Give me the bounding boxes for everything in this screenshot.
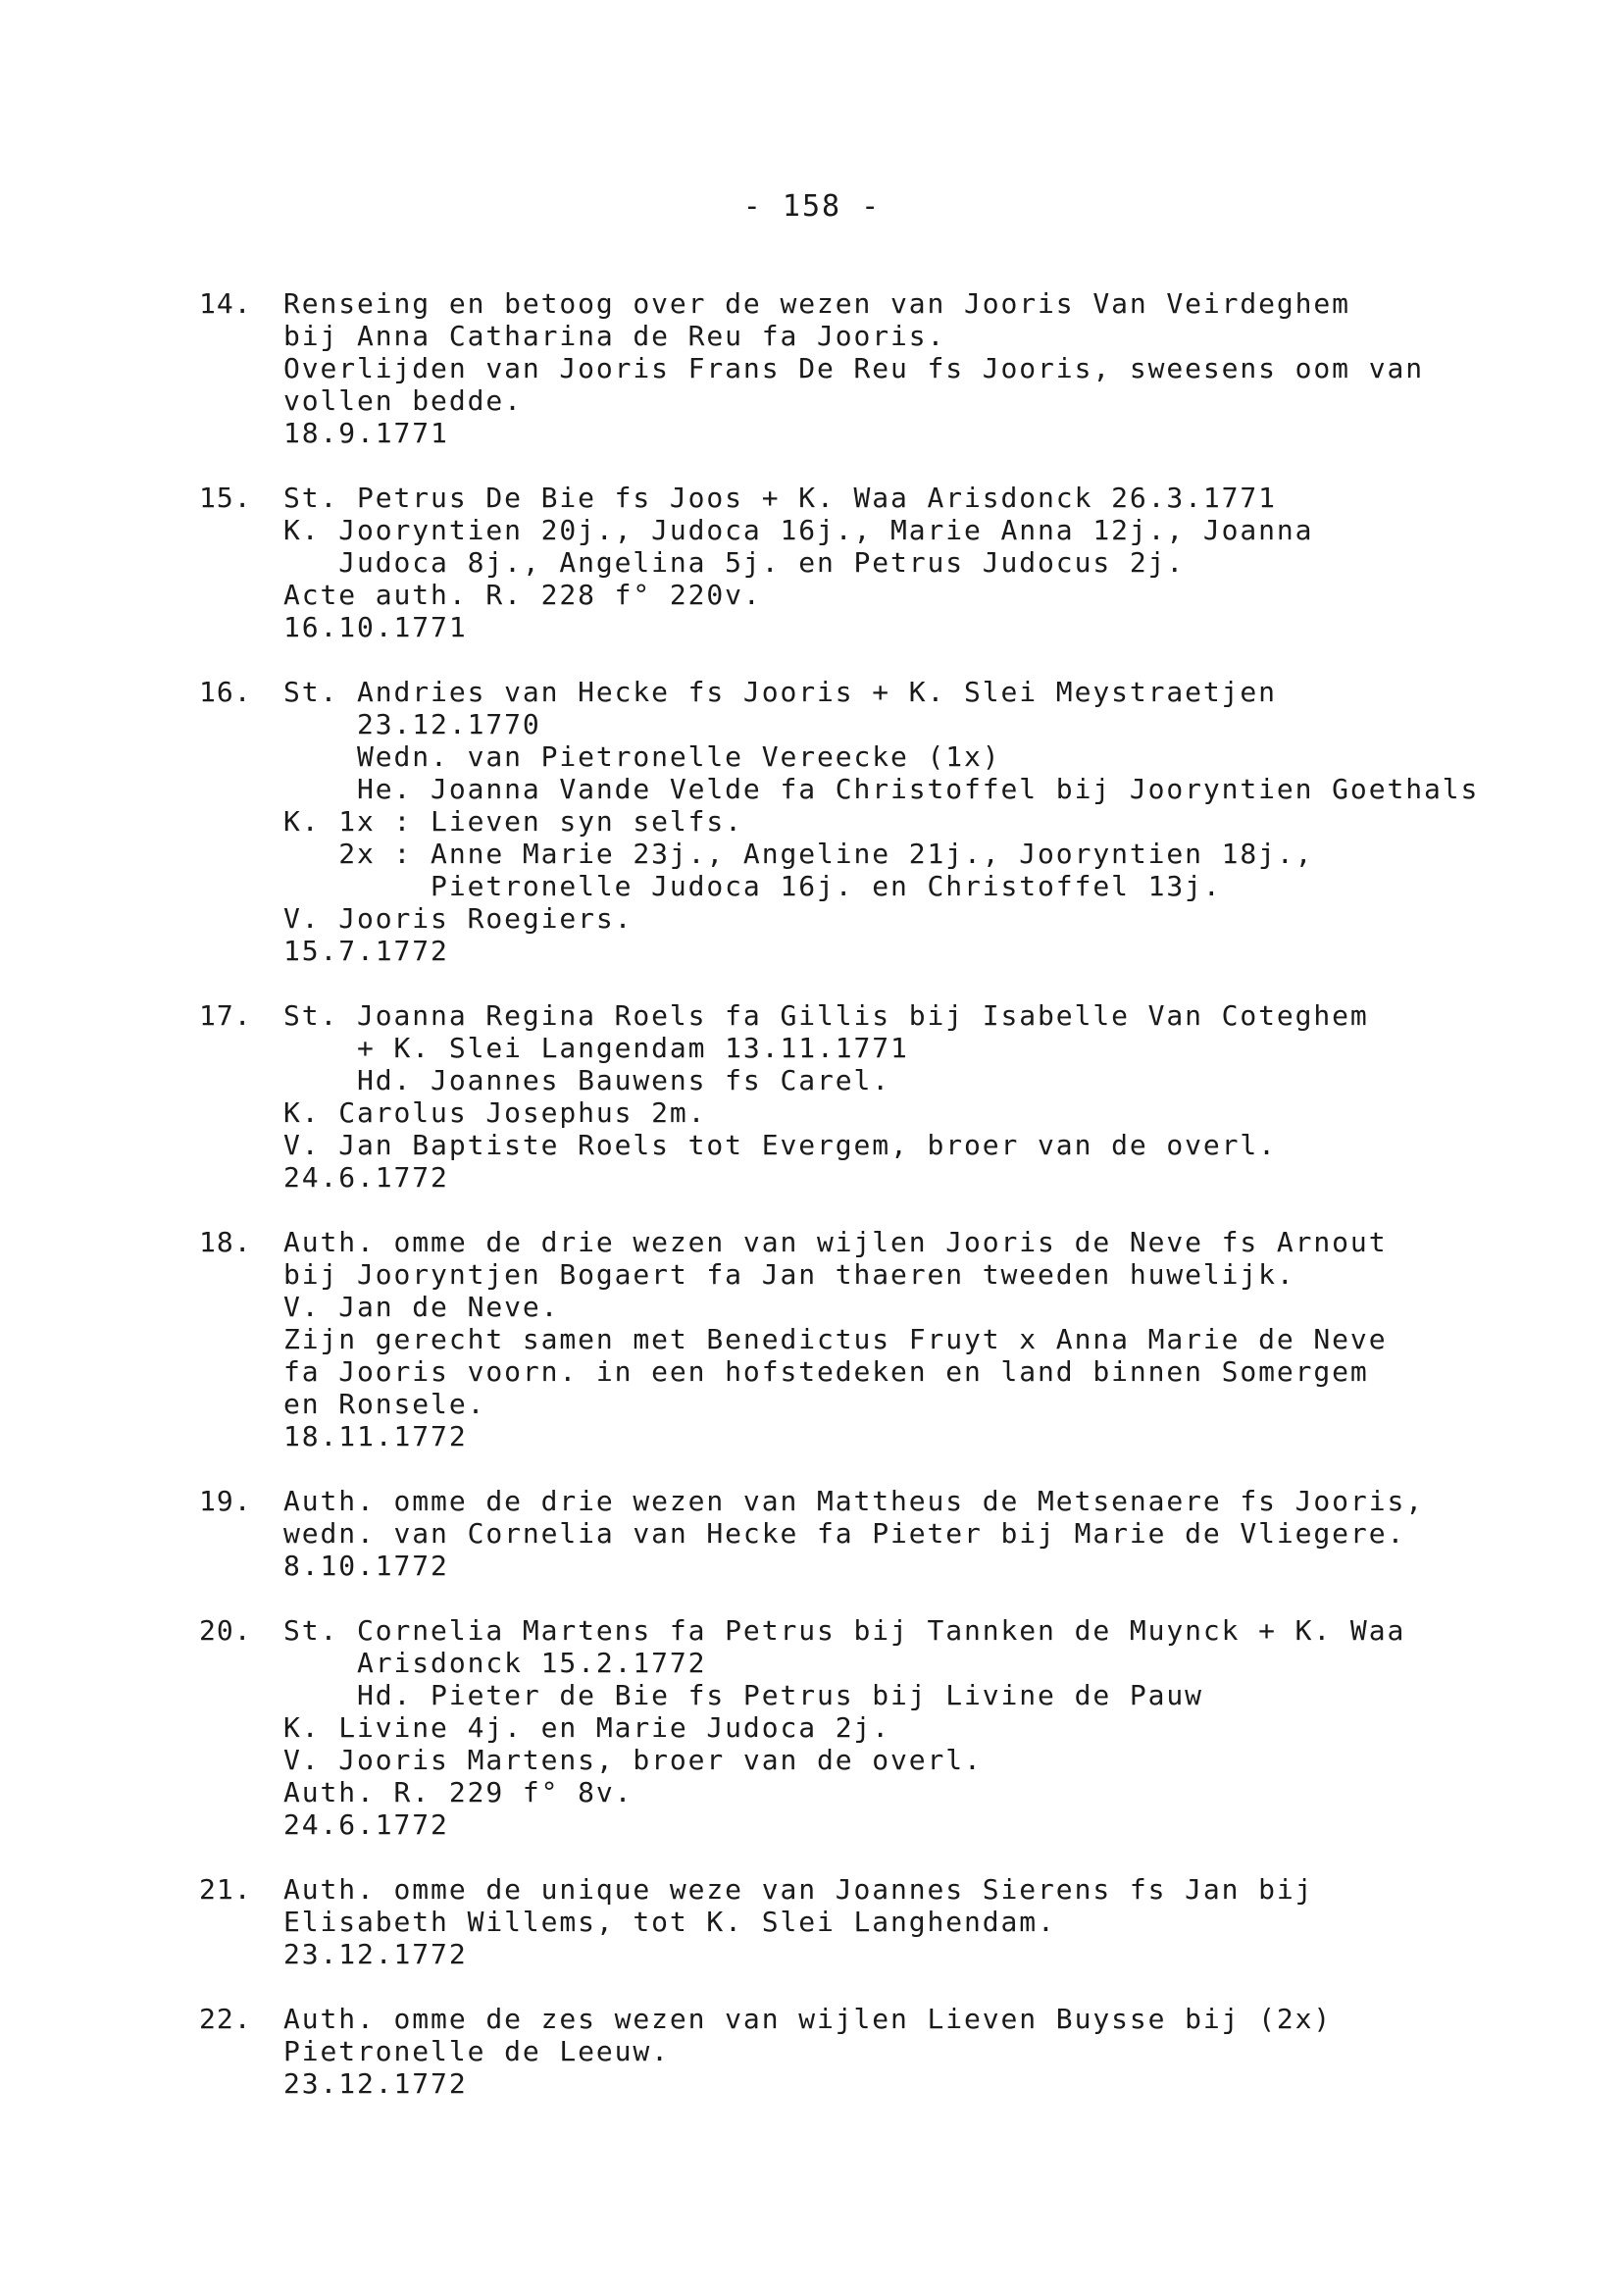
entry-number: 15. (199, 482, 252, 514)
entry-date: 18.11.1772 (283, 1420, 468, 1452)
entry-line: 23.12.1770 (283, 708, 541, 740)
entry-14 (199, 287, 1611, 449)
entry-line: Pietronelle de Leeuw. (283, 2035, 670, 2067)
entry-line: Elisabeth Willems, tot K. Slei Langhendam. (283, 1906, 1056, 1938)
entry-line: Acte auth. R. 228 f° 220v. (283, 579, 762, 611)
entry-line: Auth. omme de unique weze van Joannes Sierens fs Jan bij (283, 1873, 1314, 1906)
page-number: - 158 - (742, 189, 882, 224)
entry-line: Arisdonck 15.2.1772 (283, 1647, 707, 1679)
entry-line: V. Jooris Martens, broer van de overl. (283, 1744, 983, 1776)
entry-number: 14. (199, 287, 252, 320)
entry-17 (199, 999, 1611, 1194)
entry-line: vollen bedde. (283, 384, 523, 417)
entry-line: Judoca 8j., Angelina 5j. en Petrus Judocus 2j. (283, 546, 1186, 579)
entry-line: V. Jan de Neve. (283, 1291, 560, 1323)
entry-line: Zijn gerecht samen met Benedictus Fruyt x Anna Marie de Neve (283, 1323, 1388, 1355)
entry-line: He. Joanna Vande Velde fa Christoffel bij Jooryntien Goethals (283, 773, 1480, 805)
entry-line: Auth. R. 229 f° 8v. (283, 1776, 634, 1808)
entry-line: en Ronsele. (283, 1388, 486, 1420)
entry-list (199, 287, 1611, 2132)
entry-date: 8.10.1772 (283, 1550, 449, 1582)
entry-date: 15.7.1772 (283, 935, 449, 967)
entry-line: Auth. omme de drie wezen van wijlen Jooris de Neve fs Arnout (283, 1226, 1388, 1258)
entry-line: Hd. Pieter de Bie fs Petrus bij Livine de Pauw (283, 1679, 1203, 1711)
entry-line: Auth. omme de drie wezen van Mattheus de Metsenaere fs Jooris, (283, 1485, 1424, 1517)
entry-number: 21. (199, 1873, 252, 1906)
entry-line: bij Jooryntjen Bogaert fa Jan thaeren tweeden huwelijk. (283, 1258, 1295, 1291)
entry-date: 23.12.1772 (283, 2067, 468, 2100)
entry-line: St. Joanna Regina Roels fa Gillis bij Isabelle Van Coteghem (283, 999, 1369, 1032)
entry-line: St. Cornelia Martens fa Petrus bij Tannken de Muynck + K. Waa (283, 1614, 1406, 1647)
entry-line: Auth. omme de zes wezen van wijlen Lieven Buysse bij (2x) (283, 2003, 1333, 2035)
entry-16 (199, 676, 1611, 967)
entry-line: wedn. van Cornelia van Hecke fa Pieter bij Marie de Vliegere. (283, 1517, 1406, 1550)
entry-number: 22. (199, 2003, 252, 2035)
entry-line: fa Jooris voorn. in een hofstedeken en land binnen Somergem (283, 1355, 1369, 1388)
entry-line: Pietronelle Judoca 16j. en Christoffel 13j. (283, 870, 1222, 902)
entry-line: K. Livine 4j. en Marie Judoca 2j. (283, 1711, 890, 1744)
entry-19 (199, 1485, 1611, 1582)
entry-number: 18. (199, 1226, 252, 1258)
entry-line: K. Carolus Josephus 2m. (283, 1096, 707, 1129)
entry-number: 20. (199, 1614, 252, 1647)
entry-line: St. Andries van Hecke fs Jooris + K. Slei Meystraetjen (283, 676, 1277, 708)
entry-22 (199, 2003, 1611, 2100)
entry-15 (199, 482, 1611, 643)
entry-date: 24.6.1772 (283, 1808, 449, 1841)
entry-date: 24.6.1772 (283, 1161, 449, 1194)
entry-line: Hd. Joannes Bauwens fs Carel. (283, 1064, 890, 1096)
entry-line: K. 1x : Lieven syn selfs. (283, 805, 743, 838)
entry-20 (199, 1614, 1611, 1841)
entry-line: Renseing en betoog over de wezen van Jooris Van Veirdeghem (283, 287, 1350, 320)
entry-21 (199, 1873, 1611, 1970)
entry-line: Overlijden van Jooris Frans De Reu fs Jooris, sweesens oom van (283, 352, 1424, 384)
entry-line: V. Jooris Roegiers. (283, 902, 634, 935)
entry-18 (199, 1226, 1611, 1452)
entry-date: 18.9.1771 (283, 417, 449, 449)
entry-number: 17. (199, 999, 252, 1032)
entry-number: 16. (199, 676, 252, 708)
entry-line: + K. Slei Langendam 13.11.1771 (283, 1032, 909, 1064)
entry-number: 19. (199, 1485, 252, 1517)
entry-line: V. Jan Baptiste Roels tot Evergem, broer van de overl. (283, 1129, 1277, 1161)
entry-line: Wedn. van Pietronelle Vereecke (1x) (283, 740, 1001, 773)
entry-line: St. Petrus De Bie fs Joos + K. Waa Arisdonck 26.3.1771 (283, 482, 1277, 514)
entry-line: bij Anna Catharina de Reu fa Jooris. (283, 320, 946, 352)
entry-date: 16.10.1771 (283, 611, 468, 643)
entry-line: 2x : Anne Marie 23j., Angeline 21j., Jooryntien 18j., (283, 838, 1314, 870)
entry-date: 23.12.1772 (283, 1938, 468, 1970)
entry-line: K. Jooryntien 20j., Judoca 16j., Marie Anna 12j., Joanna (283, 514, 1314, 546)
